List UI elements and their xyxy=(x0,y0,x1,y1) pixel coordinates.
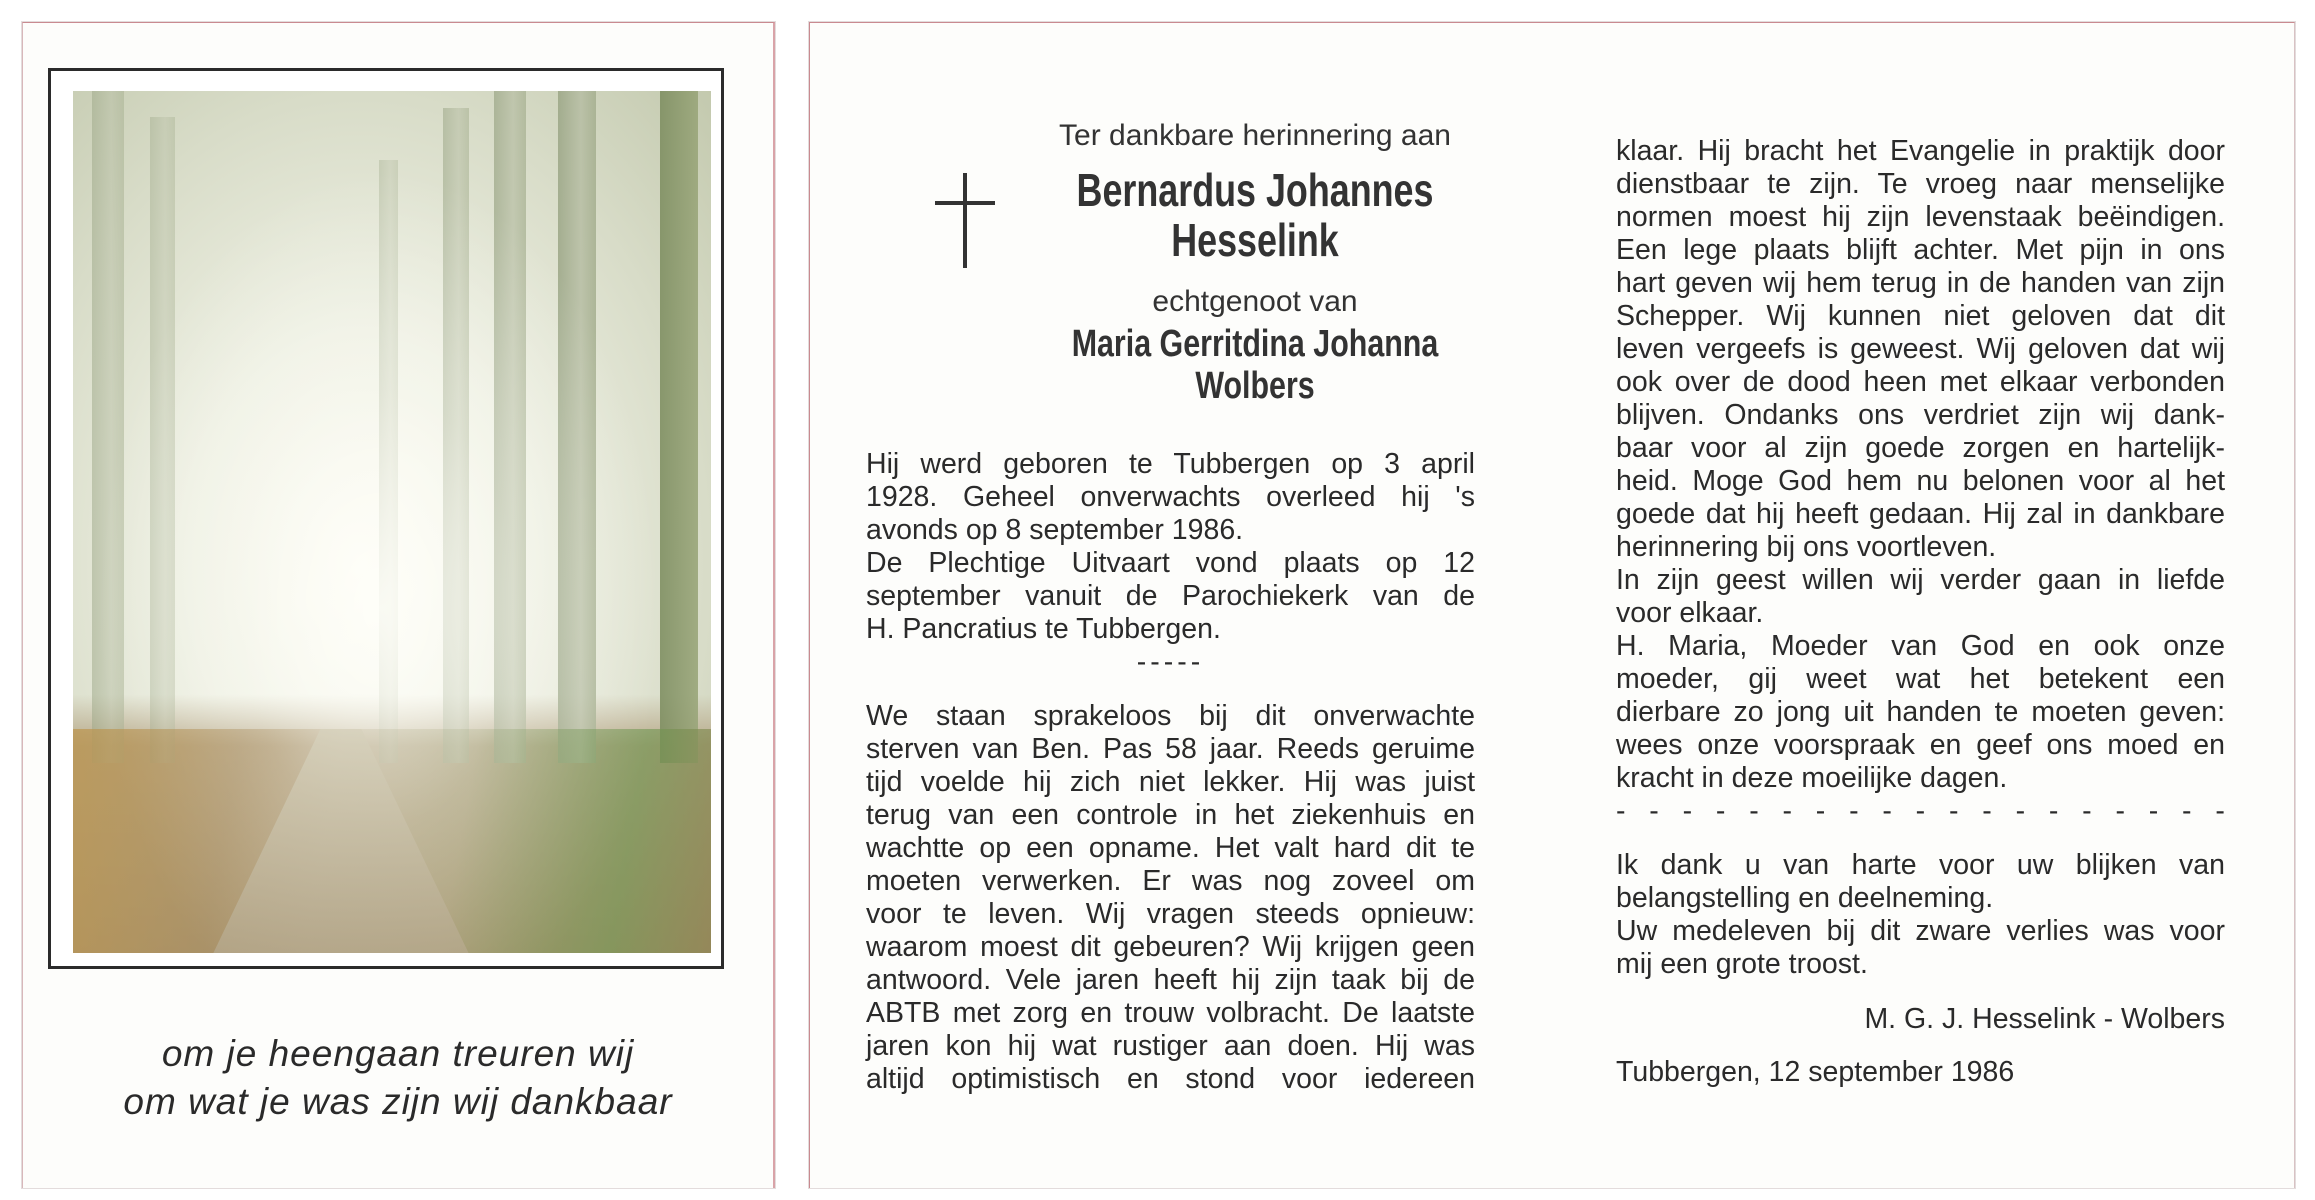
memorial-paragraph xyxy=(866,700,1475,1096)
text-line: Schepper. Wij kunnen niet geloven dat dit xyxy=(1616,300,2225,332)
text-line: waarom moest dit gebeuren? Wij krijgen geen xyxy=(866,931,1475,963)
text-line: Ik dank u van harte voor uw blijken van xyxy=(1616,849,2225,881)
spouse-name-line-1: Maria Gerritdina Johanna xyxy=(1071,323,1439,365)
text-line: H. Pancratius te Tubbergen. xyxy=(866,613,1221,645)
text-line: wees onze voorspraak en geef ons moed en xyxy=(1616,729,2225,761)
place-date: Tubbergen, 12 september 1986 xyxy=(1616,1056,2015,1088)
text-line: avonds op 8 september 1986. xyxy=(866,514,1244,546)
left-card-panel xyxy=(22,22,775,1188)
text-line: We staan sprakeloos bij dit onverwachte xyxy=(866,700,1475,732)
text-line: moeder, gij weet wat het betekent een xyxy=(1616,663,2225,695)
text-line: moeten verwerken. Er was nog zoveel om xyxy=(866,865,1475,897)
memorial-paragraph-continued xyxy=(1616,135,2225,828)
cross-icon xyxy=(935,173,995,268)
text-line: ABTB met zorg en trouw volbracht. De laatste xyxy=(866,997,1475,1029)
caption-line-1: om je heengaan treuren wij xyxy=(161,1033,635,1074)
intro-text: Ter dankbare herinnering aan xyxy=(1059,119,1451,152)
deceased-name-line-2: Hesselink xyxy=(1171,214,1339,266)
thanks-paragraph xyxy=(1616,849,2225,981)
forest-path-photo xyxy=(73,91,711,953)
caption-line-2: om wat je was zijn wij dankbaar xyxy=(123,1081,673,1122)
text-line: De Plechtige Uitvaart vond plaats op 12 xyxy=(866,547,1475,579)
text-line: voor elkaar. xyxy=(1616,597,1764,629)
text-line: altijd optimistisch en stond voor iedereen xyxy=(866,1063,1475,1095)
text-line: tijd voelde hij zich niet lekker. Hij was juist xyxy=(866,766,1475,798)
text-line: belangstelling en deelneming. xyxy=(1616,882,1994,914)
text-line: In zijn geest willen wij verder gaan in liefde xyxy=(1616,564,2225,596)
text-line: baar voor al zijn goede zorgen en hartelijk- xyxy=(1616,432,2225,464)
spouse-name-line-2: Wolbers xyxy=(1195,365,1315,407)
text-line: hart geven wij hem terug in de handen van zijn xyxy=(1616,267,2225,299)
right-card-panel xyxy=(809,22,2295,1188)
text-line: 1928. Geheel onverwachts overleed hij 's xyxy=(866,481,1475,513)
text-line: dienstbaar te zijn. Te vroeg naar menselijke xyxy=(1616,168,2225,200)
text-line: herinnering bij ons voortleven. xyxy=(1616,531,1997,563)
text-line: H. Maria, Moeder van God en ook onze xyxy=(1616,630,2225,662)
text-line: wachtte op een opname. Het valt hard dit te xyxy=(866,832,1475,864)
text-line: terug van een controle in het ziekenhuis en xyxy=(866,799,1475,831)
text-line: september vanuit de Parochiekerk van de xyxy=(866,580,1475,612)
text-line: normen moest hij zijn levenstaak beëindigen. xyxy=(1616,201,2225,233)
signature: M. G. J. Hesselink - Wolbers xyxy=(1864,1003,2225,1035)
spouse-intro: echtgenoot van xyxy=(1152,285,1358,318)
text-line: kracht in deze moeilijke dagen. xyxy=(1616,762,2008,794)
text-line: heid. Moge God hem nu belonen voor al het xyxy=(1616,465,2225,497)
text-line: Uw medeleven bij dit zware verlies was voor xyxy=(1616,915,2225,947)
text-line: jaren kon hij wat rustiger aan doen. Hij was xyxy=(866,1030,1475,1062)
photo-frame xyxy=(48,68,724,969)
text-line: blijven. Ondanks ons verdriet zijn wij dank- xyxy=(1616,399,2225,431)
text-line: klaar. Hij bracht het Evangelie in praktijk door xyxy=(1616,135,2225,167)
text-line: sterven van Ben. Pas 58 jaar. Reeds geruime xyxy=(866,733,1475,765)
text-line: antwoord. Vele jaren heeft hij zijn taak bij de xyxy=(866,964,1475,996)
separator-long: - - - - - - - - - - - - - - - - - - - xyxy=(1616,795,2225,827)
text-line: voor te leven. Wij vragen steeds opnieuw: xyxy=(866,898,1475,930)
deceased-name-line-1: Bernardus Johannes xyxy=(1076,164,1434,216)
text-line: Hij werd geboren te Tubbergen op 3 april xyxy=(866,448,1475,480)
birth-funeral-paragraph xyxy=(866,448,1475,679)
text-line: mij een grote troost. xyxy=(1616,948,1868,980)
text-line: dierbare zo jong uit handen te moeten geven: xyxy=(1616,696,2225,728)
separator-short: ----- xyxy=(1136,646,1205,678)
text-line: leven vergeefs is geweest. Wij geloven dat wij xyxy=(1616,333,2225,365)
text-line: Een lege plaats blijft achter. Met pijn in ons xyxy=(1616,234,2225,266)
text-line: ook over de dood heen met elkaar verbonden xyxy=(1616,366,2225,398)
text-line: goede dat hij heeft gedaan. Hij zal in dankbare xyxy=(1616,498,2225,530)
